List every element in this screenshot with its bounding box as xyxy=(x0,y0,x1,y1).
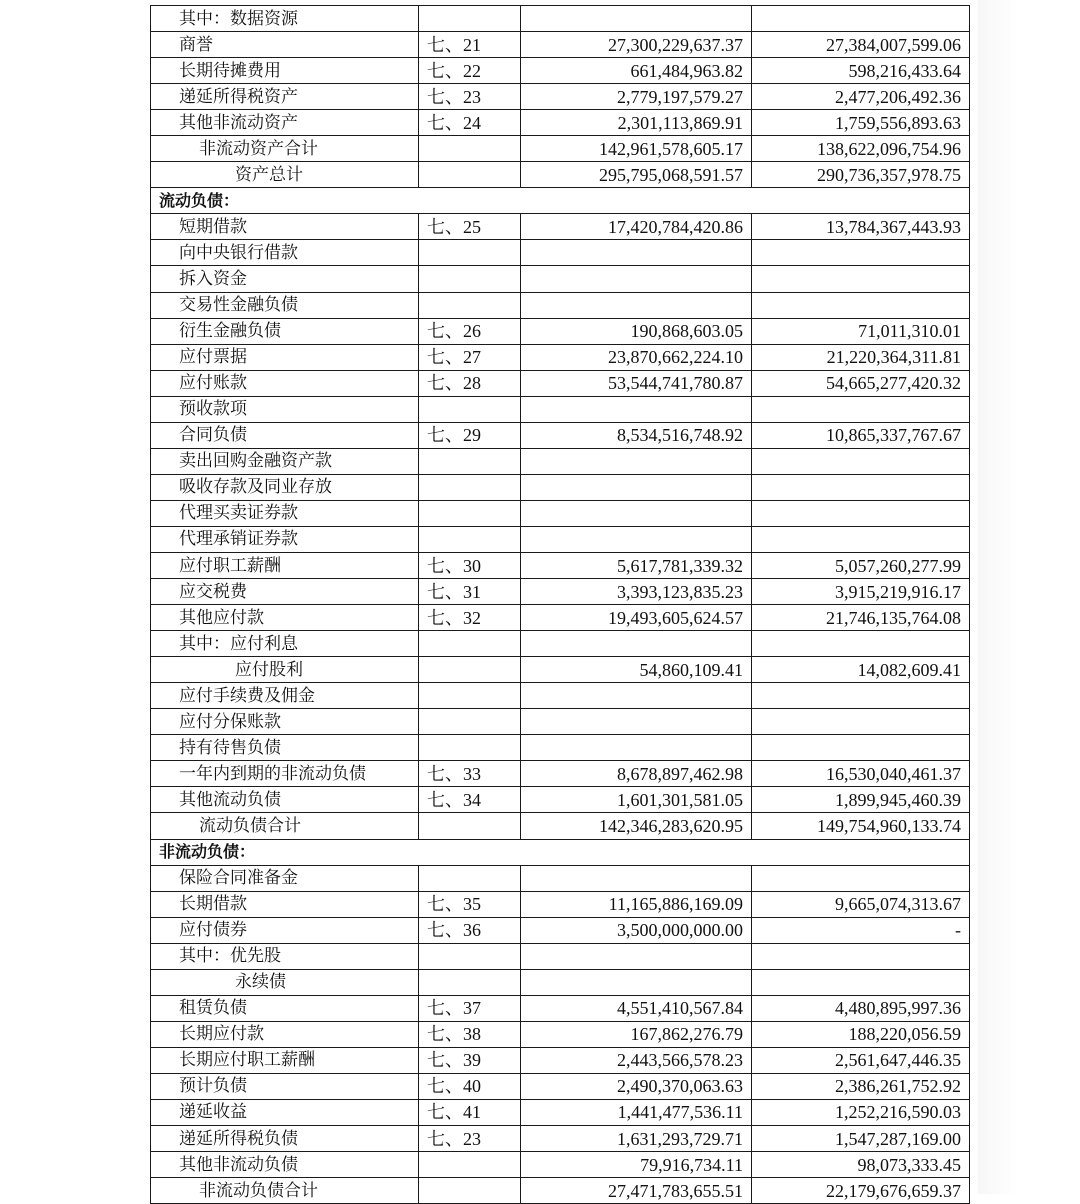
period-start-amount: 22,179,676,659.37 xyxy=(752,1178,970,1204)
period-start-amount: 4,480,895,997.36 xyxy=(752,995,970,1021)
period-start-amount xyxy=(752,709,970,735)
note-reference: 七、30 xyxy=(419,552,521,578)
period-start-amount: 5,057,260,277.99 xyxy=(752,552,970,578)
period-end-amount: 142,346,283,620.95 xyxy=(521,813,752,839)
table-row xyxy=(151,110,970,136)
note-reference xyxy=(419,865,521,891)
period-end-amount xyxy=(521,266,752,292)
line-item-name: 长期借款 xyxy=(151,891,419,917)
period-start-amount: 2,477,206,492.36 xyxy=(752,84,970,110)
table-row xyxy=(151,631,970,657)
note-reference xyxy=(419,813,521,839)
line-item-name: 其他非流动资产 xyxy=(151,110,419,136)
note-reference xyxy=(419,448,521,474)
line-item-name: 应付分保账款 xyxy=(151,709,419,735)
note-reference xyxy=(419,709,521,735)
period-start-amount: 2,561,647,446.35 xyxy=(752,1047,970,1073)
period-end-amount: 19,493,605,624.57 xyxy=(521,605,752,631)
line-item-name: 合同负债 xyxy=(151,422,419,448)
period-end-amount xyxy=(521,448,752,474)
period-end-amount xyxy=(521,396,752,422)
line-item-name: 交易性金融负债 xyxy=(151,292,419,318)
note-reference: 七、25 xyxy=(419,214,521,240)
section-title: 流动负债： xyxy=(151,188,970,214)
period-start-amount: 98,073,333.45 xyxy=(752,1152,970,1178)
balance-sheet-table xyxy=(150,5,970,1204)
note-reference: 七、23 xyxy=(419,1126,521,1152)
period-end-amount: 79,916,734.11 xyxy=(521,1152,752,1178)
table-row xyxy=(151,552,970,578)
period-start-amount: 1,547,287,169.00 xyxy=(752,1126,970,1152)
table-row xyxy=(151,605,970,631)
section-header-row xyxy=(151,188,970,214)
line-item-name: 代理承销证券款 xyxy=(151,526,419,552)
table-row xyxy=(151,318,970,344)
period-end-amount: 11,165,886,169.09 xyxy=(521,891,752,917)
line-item-name: 向中央银行借款 xyxy=(151,240,419,266)
period-end-amount: 4,551,410,567.84 xyxy=(521,995,752,1021)
table-row xyxy=(151,32,970,58)
period-start-amount xyxy=(752,735,970,761)
note-reference xyxy=(419,162,521,188)
period-start-amount xyxy=(752,474,970,500)
period-start-amount xyxy=(752,683,970,709)
table-row xyxy=(151,1073,970,1099)
period-start-amount: - xyxy=(752,917,970,943)
period-start-amount xyxy=(752,943,970,969)
note-reference: 七、31 xyxy=(419,579,521,605)
note-reference: 七、24 xyxy=(419,110,521,136)
period-end-amount xyxy=(521,6,752,32)
period-start-amount: 1,899,945,460.39 xyxy=(752,787,970,813)
period-start-amount: 3,915,219,916.17 xyxy=(752,579,970,605)
table-row xyxy=(151,917,970,943)
line-item-name: 拆入资金 xyxy=(151,266,419,292)
table-row xyxy=(151,474,970,500)
period-end-amount: 190,868,603.05 xyxy=(521,318,752,344)
table-row xyxy=(151,292,970,318)
period-start-amount: 16,530,040,461.37 xyxy=(752,761,970,787)
period-end-amount: 295,795,068,591.57 xyxy=(521,162,752,188)
note-reference: 七、38 xyxy=(419,1021,521,1047)
period-end-amount: 661,484,963.82 xyxy=(521,58,752,84)
period-end-amount: 3,500,000,000.00 xyxy=(521,917,752,943)
period-start-amount: 10,865,337,767.67 xyxy=(752,422,970,448)
note-reference: 七、32 xyxy=(419,605,521,631)
period-end-amount: 142,961,578,605.17 xyxy=(521,136,752,162)
line-item-name: 衍生金融负债 xyxy=(151,318,419,344)
table-row xyxy=(151,969,970,995)
line-item-name: 短期借款 xyxy=(151,214,419,240)
line-item-name: 应付债券 xyxy=(151,917,419,943)
table-row xyxy=(151,865,970,891)
table-row xyxy=(151,526,970,552)
line-item-name: 预收款项 xyxy=(151,396,419,422)
table-row xyxy=(151,787,970,813)
table-row xyxy=(151,813,970,839)
period-end-amount: 27,300,229,637.37 xyxy=(521,32,752,58)
note-reference: 七、41 xyxy=(419,1099,521,1125)
period-start-amount: 2,386,261,752.92 xyxy=(752,1073,970,1099)
line-item-name: 非流动负债合计 xyxy=(151,1178,419,1204)
note-reference: 七、26 xyxy=(419,318,521,344)
line-item-name: 商誉 xyxy=(151,32,419,58)
period-start-amount xyxy=(752,6,970,32)
period-end-amount xyxy=(521,292,752,318)
table-row xyxy=(151,370,970,396)
note-reference xyxy=(419,683,521,709)
period-start-amount: 13,784,367,443.93 xyxy=(752,214,970,240)
table-row xyxy=(151,683,970,709)
table-row xyxy=(151,500,970,526)
note-reference: 七、28 xyxy=(419,370,521,396)
line-item-name: 其他应付款 xyxy=(151,605,419,631)
period-end-amount: 1,441,477,536.11 xyxy=(521,1099,752,1125)
period-end-amount xyxy=(521,709,752,735)
period-start-amount xyxy=(752,631,970,657)
table-row xyxy=(151,891,970,917)
line-item-name: 其中：数据资源 xyxy=(151,6,419,32)
line-item-name: 非流动资产合计 xyxy=(151,136,419,162)
note-reference: 七、22 xyxy=(419,58,521,84)
note-reference: 七、21 xyxy=(419,32,521,58)
line-item-name: 长期应付款 xyxy=(151,1021,419,1047)
note-reference xyxy=(419,136,521,162)
table-row xyxy=(151,1152,970,1178)
table-row xyxy=(151,1099,970,1125)
line-item-name: 长期应付职工薪酬 xyxy=(151,1047,419,1073)
period-start-amount: 14,082,609.41 xyxy=(752,657,970,683)
table-row xyxy=(151,422,970,448)
period-start-amount: 1,252,216,590.03 xyxy=(752,1099,970,1125)
line-item-name: 代理买卖证券款 xyxy=(151,500,419,526)
period-start-amount xyxy=(752,448,970,474)
period-end-amount: 167,862,276.79 xyxy=(521,1021,752,1047)
table-row xyxy=(151,6,970,32)
period-end-amount: 17,420,784,420.86 xyxy=(521,214,752,240)
period-end-amount: 1,601,301,581.05 xyxy=(521,787,752,813)
line-item-name: 应付职工薪酬 xyxy=(151,552,419,578)
line-item-name: 递延所得税资产 xyxy=(151,84,419,110)
line-item-name: 其他非流动负债 xyxy=(151,1152,419,1178)
period-start-amount xyxy=(752,500,970,526)
note-reference: 七、33 xyxy=(419,761,521,787)
note-reference xyxy=(419,500,521,526)
note-reference xyxy=(419,292,521,318)
period-start-amount xyxy=(752,292,970,318)
note-reference: 七、39 xyxy=(419,1047,521,1073)
line-item-name: 递延所得税负债 xyxy=(151,1126,419,1152)
period-end-amount: 5,617,781,339.32 xyxy=(521,552,752,578)
table-row xyxy=(151,943,970,969)
period-start-amount: 21,746,135,764.08 xyxy=(752,605,970,631)
table-row xyxy=(151,84,970,110)
note-reference: 七、36 xyxy=(419,917,521,943)
period-end-amount: 2,779,197,579.27 xyxy=(521,84,752,110)
period-start-amount: 138,622,096,754.96 xyxy=(752,136,970,162)
line-item-name: 其中：应付利息 xyxy=(151,631,419,657)
note-reference xyxy=(419,6,521,32)
line-item-name: 永续债 xyxy=(151,969,419,995)
note-reference: 七、35 xyxy=(419,891,521,917)
line-item-name: 一年内到期的非流动负债 xyxy=(151,761,419,787)
period-start-amount: 598,216,433.64 xyxy=(752,58,970,84)
line-item-name: 应交税费 xyxy=(151,579,419,605)
period-start-amount: 54,665,277,420.32 xyxy=(752,370,970,396)
line-item-name: 长期待摊费用 xyxy=(151,58,419,84)
note-reference: 七、29 xyxy=(419,422,521,448)
period-end-amount xyxy=(521,865,752,891)
line-item-name: 应付票据 xyxy=(151,344,419,370)
table-row xyxy=(151,579,970,605)
line-item-name: 保险合同准备金 xyxy=(151,865,419,891)
table-row xyxy=(151,448,970,474)
period-end-amount xyxy=(521,500,752,526)
period-end-amount xyxy=(521,631,752,657)
note-reference xyxy=(419,1178,521,1204)
period-start-amount: 1,759,556,893.63 xyxy=(752,110,970,136)
line-item-name: 租赁负债 xyxy=(151,995,419,1021)
period-end-amount: 54,860,109.41 xyxy=(521,657,752,683)
note-reference: 七、34 xyxy=(419,787,521,813)
note-reference xyxy=(419,396,521,422)
note-reference xyxy=(419,1152,521,1178)
period-end-amount: 27,471,783,655.51 xyxy=(521,1178,752,1204)
table-row xyxy=(151,214,970,240)
line-item-name: 预计负债 xyxy=(151,1073,419,1099)
period-start-amount: 188,220,056.59 xyxy=(752,1021,970,1047)
table-row xyxy=(151,396,970,422)
line-item-name: 资产总计 xyxy=(151,162,419,188)
line-item-name: 应付手续费及佣金 xyxy=(151,683,419,709)
table-row xyxy=(151,136,970,162)
note-reference xyxy=(419,240,521,266)
period-end-amount: 2,301,113,869.91 xyxy=(521,110,752,136)
period-start-amount xyxy=(752,396,970,422)
note-reference xyxy=(419,526,521,552)
note-reference: 七、23 xyxy=(419,84,521,110)
period-end-amount xyxy=(521,240,752,266)
period-end-amount: 3,393,123,835.23 xyxy=(521,579,752,605)
section-title: 非流动负债： xyxy=(151,839,970,865)
period-start-amount xyxy=(752,969,970,995)
line-item-name: 持有待售负债 xyxy=(151,735,419,761)
period-start-amount xyxy=(752,526,970,552)
line-item-name: 应付账款 xyxy=(151,370,419,396)
period-end-amount xyxy=(521,474,752,500)
period-end-amount: 2,490,370,063.63 xyxy=(521,1073,752,1099)
period-start-amount: 71,011,310.01 xyxy=(752,318,970,344)
period-end-amount xyxy=(521,735,752,761)
balance-sheet-body xyxy=(151,6,970,1204)
line-item-name: 吸收存款及同业存放 xyxy=(151,474,419,500)
table-row xyxy=(151,240,970,266)
table-row xyxy=(151,58,970,84)
period-end-amount xyxy=(521,526,752,552)
note-reference xyxy=(419,943,521,969)
period-end-amount: 8,678,897,462.98 xyxy=(521,761,752,787)
note-reference: 七、40 xyxy=(419,1073,521,1099)
period-end-amount xyxy=(521,683,752,709)
note-reference xyxy=(419,474,521,500)
period-start-amount: 27,384,007,599.06 xyxy=(752,32,970,58)
period-end-amount: 1,631,293,729.71 xyxy=(521,1126,752,1152)
note-reference xyxy=(419,266,521,292)
period-end-amount xyxy=(521,969,752,995)
period-start-amount xyxy=(752,240,970,266)
table-row xyxy=(151,162,970,188)
table-row xyxy=(151,1178,970,1204)
period-start-amount: 290,736,357,978.75 xyxy=(752,162,970,188)
note-reference xyxy=(419,735,521,761)
table-row xyxy=(151,1047,970,1073)
period-end-amount: 53,544,741,780.87 xyxy=(521,370,752,396)
table-row xyxy=(151,761,970,787)
table-row xyxy=(151,735,970,761)
period-start-amount: 9,665,074,313.67 xyxy=(752,891,970,917)
line-item-name: 其中：优先股 xyxy=(151,943,419,969)
table-row xyxy=(151,1126,970,1152)
period-start-amount: 21,220,364,311.81 xyxy=(752,344,970,370)
line-item-name: 应付股利 xyxy=(151,657,419,683)
period-start-amount: 149,754,960,133.74 xyxy=(752,813,970,839)
period-start-amount xyxy=(752,865,970,891)
note-reference xyxy=(419,631,521,657)
table-row xyxy=(151,709,970,735)
period-end-amount: 8,534,516,748.92 xyxy=(521,422,752,448)
table-row xyxy=(151,657,970,683)
line-item-name: 卖出回购金融资产款 xyxy=(151,448,419,474)
section-header-row xyxy=(151,839,970,865)
table-row xyxy=(151,995,970,1021)
page-margin-shadow xyxy=(978,0,1080,1194)
period-end-amount: 2,443,566,578.23 xyxy=(521,1047,752,1073)
note-reference xyxy=(419,657,521,683)
note-reference: 七、27 xyxy=(419,344,521,370)
period-end-amount xyxy=(521,943,752,969)
period-end-amount: 23,870,662,224.10 xyxy=(521,344,752,370)
line-item-name: 递延收益 xyxy=(151,1099,419,1125)
line-item-name: 流动负债合计 xyxy=(151,813,419,839)
table-row xyxy=(151,266,970,292)
note-reference xyxy=(419,969,521,995)
line-item-name: 其他流动负债 xyxy=(151,787,419,813)
period-start-amount xyxy=(752,266,970,292)
note-reference: 七、37 xyxy=(419,995,521,1021)
table-row xyxy=(151,344,970,370)
table-row xyxy=(151,1021,970,1047)
